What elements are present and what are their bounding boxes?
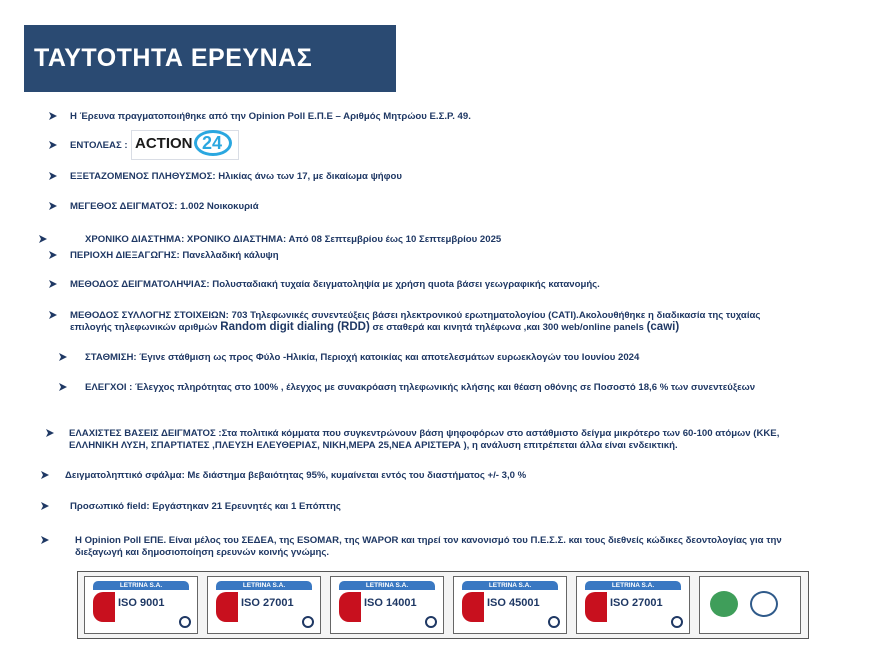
item-text: ΜΕΘΟΔΟΣ ΣΥΛΛΟΓΗΣ ΣΤΟΙΧΕΙΩΝ: 703 Τηλεφωνικές συνεντεύξεις βάσει ηλεκτρονικού ερωτηματολογίου (CATI).Ακολουθήθηκε η διαδικασία της τυχαίας (70, 310, 761, 321)
seal-icon (548, 616, 560, 628)
item-text: ΧΡΟΝΙΚΟ ΔΙΑΣΤΗΜΑ: ΧΡΟΝΙΚΟ ΔΙΑΣΤΗΜΑ: Από 08 Σεπτεμβρίου έως 10 Σεπτεμβρίου 2025 (85, 234, 502, 245)
cert-iso45001 (453, 576, 567, 634)
item-text: ΕΝΤΟΛΕΑΣ : (70, 140, 128, 151)
item-text: ΜΕΓΕΘΟΣ ΔΕΙΓΜΑΤΟΣ: 1.002 Νοικοκυριά (70, 201, 259, 212)
page-title: ΤΑΥΤΟΤΗΤΑ ΕΡΕΥΝΑΣ (34, 44, 313, 72)
cert-issuer: LETRINA S.A. (462, 581, 558, 590)
cert-iso9001 (84, 576, 198, 634)
seal-icon (302, 616, 314, 628)
cert-standard: ISO 14001 (364, 597, 417, 609)
logo-number: 24 (202, 133, 223, 153)
action24-logo (131, 130, 239, 160)
item-text: ΕΛΑΧΙΣΤΕΣ ΒΑΣΕΙΣ ΔΕΙΓΜΑΤΟΣ :Στα πολιτικά κόμματα που συγκεντρώνουν βάση ψηφοφόρων στο αστάθμιστο δείγμα μικρότερο των 60-100 ατόμων (ΚΚΕ, (69, 428, 780, 439)
arrow-bullet-icon (40, 535, 50, 545)
letrina-mark-icon (462, 592, 484, 622)
item-text: ΣΤΑΘΜΙΣΗ: Έγινε στάθμιση ως προς Φύλο -Ηλικία, Περιοχή κατοικίας και αποτελεσμάτων ευρωεκλογών του Ιουνίου 2024 (85, 352, 640, 363)
item-text-line2: διεξαγωγή και δημοσιοποίηση ερευνών κοινής γνώμης. (75, 547, 330, 558)
cert-iso14001 (330, 576, 444, 634)
item-text: ΕΛΕΓΧΟΙ : Έλεγχος πληρότητας στο 100% , έλεγχος με συνακρόαση τηλεφωνικής κλήσης και θέαση οθόνης σε Ποσοστό 18,6 % των συνεντεύξεων (85, 382, 756, 393)
arrow-bullet-icon (48, 310, 58, 320)
certifications-strip (77, 571, 809, 639)
seal-icon (671, 616, 683, 628)
seal-icon (179, 616, 191, 628)
item-text: Η Έρευνα πραγματοποιήθηκε από την Opinion Poll Ε.Π.Ε – Αριθμός Μητρώου Ε.Σ.Ρ. 49. (70, 111, 471, 122)
arrow-bullet-icon (45, 428, 55, 438)
cert-issuer: LETRINA S.A. (339, 581, 435, 590)
letrina-mark-icon (93, 592, 115, 622)
item-text-line2: επιλογής τηλεφωνικών αριθμών Random digit dialing (RDD) σε σταθερά και κινητά τηλέφωνα ,και 300 web/online panels (cawi) (70, 321, 680, 333)
cert-standard: ISO 27001 (241, 597, 294, 609)
cert-iso27001 (207, 576, 321, 634)
arrow-bullet-icon (40, 470, 50, 480)
eco-seal-icon (750, 591, 778, 617)
cert-standard: ISO 27001 (610, 597, 663, 609)
arrow-bullet-icon (58, 382, 68, 392)
logo-number-ring (194, 130, 232, 156)
arrow-bullet-icon (48, 140, 58, 150)
item-text: ΜΕΘΟΔΟΣ ΔΕΙΓΜΑΤΟΛΗΨΙΑΣ: Πολυσταδιακή τυχαία δειγματοληψία με χρήση quota βάσει γεωγραφικής κατανομής. (70, 279, 600, 290)
eco-leaf-icon (710, 591, 738, 617)
logo-word: ACTION (135, 135, 193, 152)
letrina-mark-icon (585, 592, 607, 622)
cert-standard: ISO 45001 (487, 597, 540, 609)
arrow-bullet-icon (58, 352, 68, 362)
cert-issuer: LETRINA S.A. (216, 581, 312, 590)
arrow-bullet-icon (48, 171, 58, 181)
item-text: Η Opinion Poll ΕΠΕ. Είναι μέλος του ΣΕΔΕΑ, της ESOMAR, της WAPOR και τηρεί τον κανονισμό του Π.Ε.Σ.Σ. και τους διεθνείς κώδικες δεοντολογίας για την (75, 535, 782, 546)
arrow-bullet-icon (38, 234, 48, 244)
cert-issuer: LETRINA S.A. (585, 581, 681, 590)
letrina-mark-icon (216, 592, 238, 622)
cert-issuer: LETRINA S.A. (93, 581, 189, 590)
arrow-bullet-icon (48, 250, 58, 260)
cert-iso27001-b (576, 576, 690, 634)
seal-icon (425, 616, 437, 628)
letrina-mark-icon (339, 592, 361, 622)
arrow-bullet-icon (40, 501, 50, 511)
item-text: ΕΞΕΤΑΖΟΜΕΝΟΣ ΠΛΗΘΥΣΜΟΣ: Ηλικίας άνω των 17, με δικαίωμα ψήφου (70, 171, 402, 182)
item-text: ΠΕΡΙΟΧΗ ΔΙΕΞΑΓΩΓΗΣ: Πανελλαδική κάλυψη (70, 250, 279, 261)
cert-standard: ISO 9001 (118, 597, 165, 609)
item-text: Δειγματοληπτικό σφάλμα: Με διάστημα βεβαιότητας 95%, κυμαίνεται εντός του διαστήματος +/- 3,0 % (65, 470, 527, 481)
item-text-line2: ΕΛΛΗΝΙΚΗ ΛΥΣΗ, ΣΠΑΡΤΙΑΤΕΣ ,ΠΛΕΥΣΗ ΕΛΕΥΘΕΡΙΑΣ, ΝΙΚΗ,ΜΕΡΑ 25,ΝΕΑ ΑΡΙΣΤΕΡΑ ), η ανάλυση επιτρέπεται άλλα είναι ενδεικτική. (69, 440, 678, 451)
eco-logos (699, 576, 801, 634)
arrow-bullet-icon (48, 279, 58, 289)
item-text: Προσωπικό field: Εργάστηκαν 21 Ερευνητές και 1 Επόπτης (70, 501, 341, 512)
arrow-bullet-icon (48, 201, 58, 211)
arrow-bullet-icon (48, 111, 58, 121)
title-banner (24, 25, 396, 92)
